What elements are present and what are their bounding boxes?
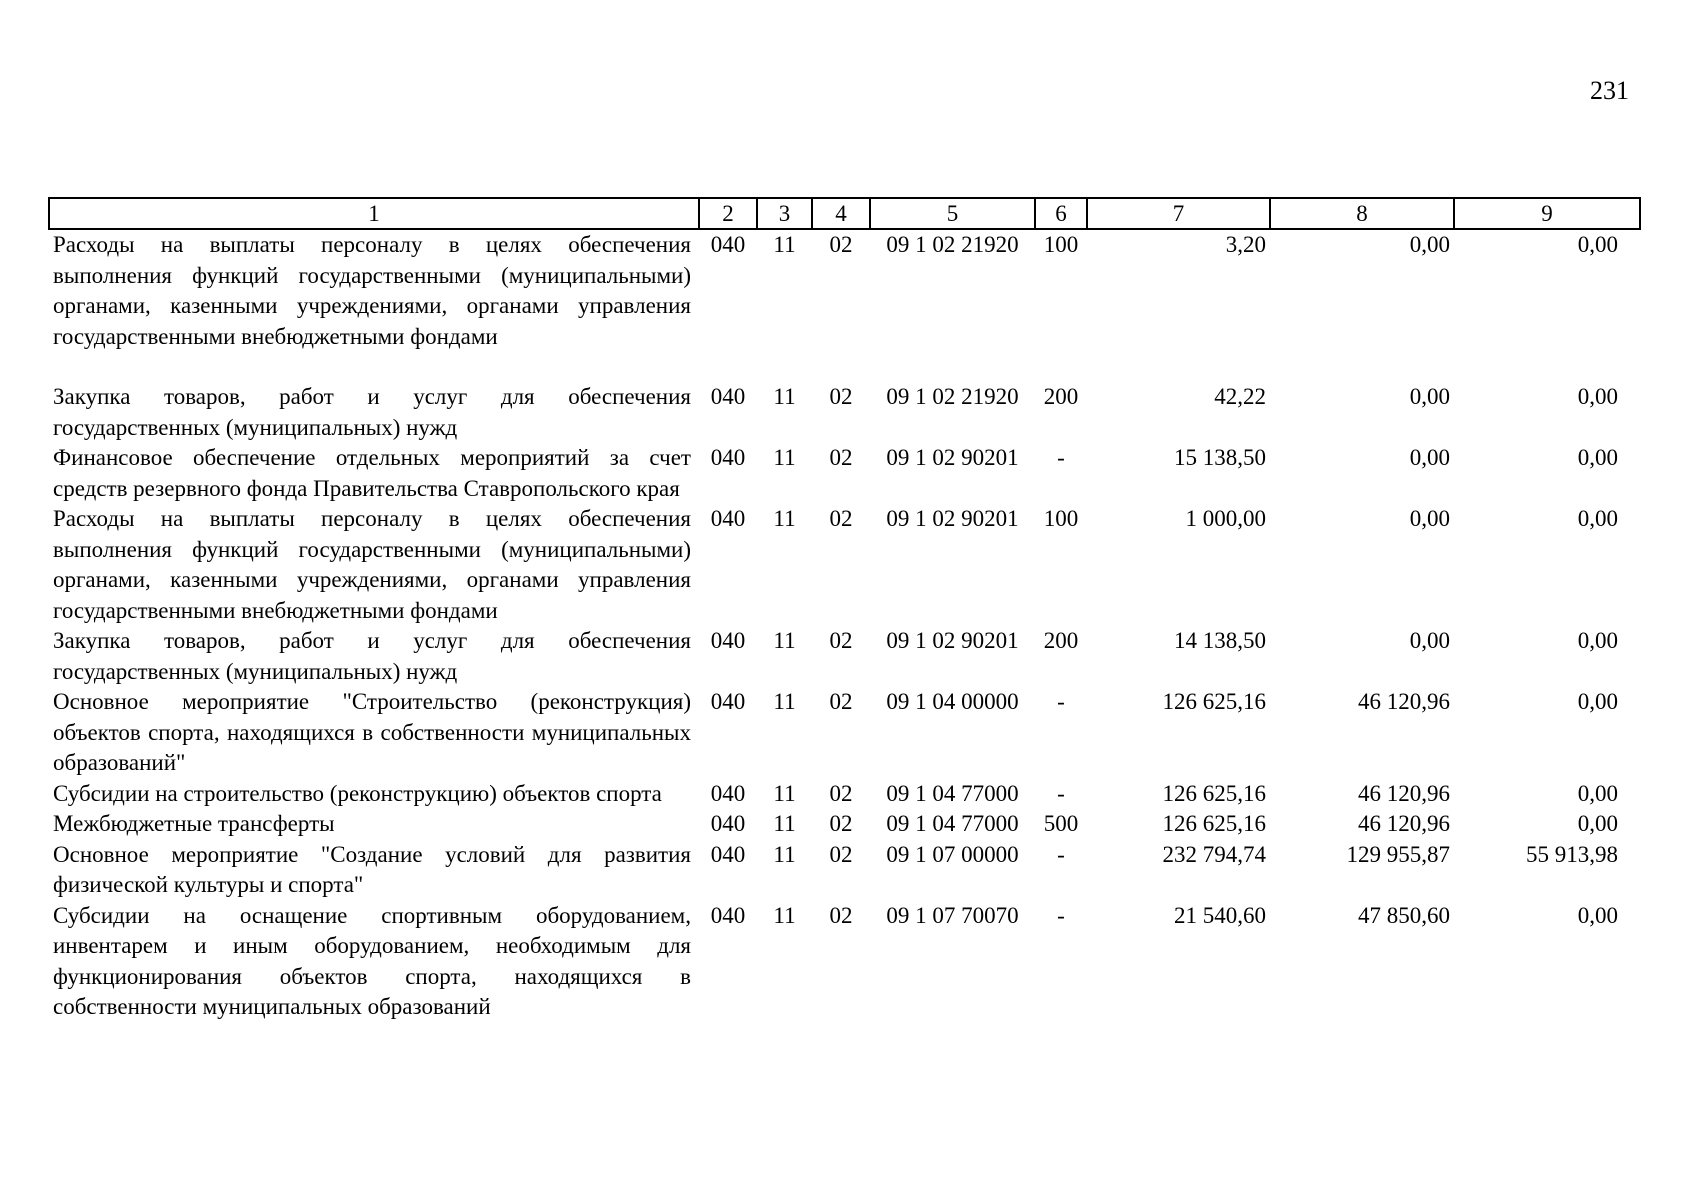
table-row bbox=[49, 626, 1640, 687]
cell-target-article: 09 1 04 77000 bbox=[886, 780, 1019, 806]
cell-subsection: 02 bbox=[829, 232, 853, 257]
table-row bbox=[49, 687, 1640, 779]
row-name: Финансовое обеспечение отдельных мероприятий за счет средств резервного фонда Правительства Ставропольского края bbox=[53, 445, 691, 501]
row-name: Межбюджетные трансферты bbox=[53, 811, 335, 836]
cell-amount-7: 126 625,16 bbox=[1162, 780, 1266, 806]
cell-section: 11 bbox=[773, 902, 796, 928]
cell-expense-type: 200 bbox=[1043, 384, 1079, 409]
cell-section: 11 bbox=[773, 841, 796, 867]
row-name: Основное мероприятие "Строительство (реконструкция) объектов спорта, находящихся в собственности муниципальных образований" bbox=[53, 689, 691, 775]
cell-amount-7: 21 540,60 bbox=[1174, 902, 1266, 928]
cell-target-article: 09 1 02 21920 bbox=[886, 232, 1019, 257]
table-row bbox=[49, 840, 1640, 901]
cell-subsection: 02 bbox=[829, 445, 853, 470]
cell-amount-9: 0,00 bbox=[1577, 506, 1618, 531]
cell-target-article: 09 1 07 00000 bbox=[886, 841, 1019, 867]
cell-amount-8: 0,00 bbox=[1409, 506, 1450, 531]
cell-ministry: 040 bbox=[710, 689, 746, 714]
cell-amount-8: 129 955,87 bbox=[1346, 841, 1450, 867]
cell-target-article: 09 1 04 00000 bbox=[886, 689, 1019, 714]
table-row bbox=[49, 809, 1640, 840]
cell-subsection: 02 bbox=[829, 902, 853, 928]
cell-amount-7: 1 000,00 bbox=[1185, 506, 1266, 531]
cell-amount-9: 0,00 bbox=[1577, 384, 1618, 409]
header-row bbox=[49, 198, 1640, 229]
cell-target-article: 09 1 02 21920 bbox=[886, 384, 1019, 409]
cell-amount-9: 0,00 bbox=[1577, 445, 1618, 470]
cell-subsection: 02 bbox=[829, 506, 853, 531]
cell-amount-7: 232 794,74 bbox=[1162, 841, 1266, 867]
cell-amount-8: 46 120,96 bbox=[1358, 689, 1450, 714]
cell-expense-type: 200 bbox=[1043, 628, 1079, 653]
header-cell: 7 bbox=[1087, 198, 1270, 229]
cell-amount-7: 14 138,50 bbox=[1174, 628, 1266, 653]
cell-ministry: 040 bbox=[710, 902, 746, 928]
cell-section: 11 bbox=[773, 628, 796, 653]
cell-amount-9: 0,00 bbox=[1577, 811, 1618, 836]
cell-ministry: 040 bbox=[710, 506, 746, 531]
cell-expense-type: - bbox=[1057, 445, 1065, 470]
cell-expense-type: 500 bbox=[1043, 811, 1079, 836]
cell-expense-type: 100 bbox=[1043, 506, 1079, 531]
cell-subsection: 02 bbox=[829, 780, 853, 806]
cell-subsection: 02 bbox=[829, 811, 853, 836]
cell-amount-9: 0,00 bbox=[1577, 902, 1618, 928]
cell-amount-8: 0,00 bbox=[1409, 628, 1450, 653]
cell-section: 11 bbox=[773, 811, 796, 836]
cell-section: 11 bbox=[773, 384, 796, 409]
cell-section: 11 bbox=[773, 506, 796, 531]
table-row bbox=[49, 229, 1640, 382]
cell-amount-9: 0,00 bbox=[1577, 628, 1618, 653]
header-cell: 5 bbox=[870, 198, 1035, 229]
cell-subsection: 02 bbox=[829, 841, 853, 867]
cell-ministry: 040 bbox=[710, 811, 746, 836]
table-row bbox=[49, 443, 1640, 504]
row-name: Расходы на выплаты персоналу в целях обеспечения выполнения функций государственными (муниципальными) органами, казенными учреждениями, органами управления государственными внебюджетными фондами bbox=[53, 232, 691, 349]
cell-ministry: 040 bbox=[710, 780, 746, 806]
header-cell: 3 bbox=[757, 198, 812, 229]
cell-target-article: 09 1 07 70070 bbox=[886, 902, 1019, 928]
cell-target-article: 09 1 02 90201 bbox=[886, 506, 1019, 531]
cell-amount-8: 0,00 bbox=[1409, 445, 1450, 470]
cell-amount-9: 0,00 bbox=[1577, 780, 1618, 806]
cell-amount-9: 55 913,98 bbox=[1526, 841, 1618, 867]
cell-amount-7: 3,20 bbox=[1225, 232, 1266, 257]
row-name: Субсидии на оснащение спортивным оборудованием, инвентарем и иным оборудованием, необходимым для функционирования объектов спорта, находящихся в собственности муниципальных образований bbox=[53, 902, 691, 1019]
row-name: Закупка товаров, работ и услуг для обеспечения государственных (муниципальных) нужд bbox=[53, 628, 691, 684]
cell-amount-7: 15 138,50 bbox=[1174, 445, 1266, 470]
cell-ministry: 040 bbox=[710, 232, 746, 257]
cell-section: 11 bbox=[773, 232, 796, 257]
table-row bbox=[49, 504, 1640, 626]
header-cell: 4 bbox=[812, 198, 870, 229]
row-name: Основное мероприятие "Создание условий для развития физической культуры и спорта" bbox=[53, 841, 691, 897]
cell-amount-9: 0,00 bbox=[1577, 232, 1618, 257]
cell-ministry: 040 bbox=[710, 841, 746, 867]
cell-expense-type: - bbox=[1057, 902, 1065, 928]
cell-amount-8: 47 850,60 bbox=[1358, 902, 1450, 928]
cell-amount-7: 126 625,16 bbox=[1162, 811, 1266, 836]
header-cell: 2 bbox=[699, 198, 757, 229]
row-name: Закупка товаров, работ и услуг для обеспечения государственных (муниципальных) нужд bbox=[53, 384, 691, 440]
cell-section: 11 bbox=[773, 780, 796, 806]
row-name: Субсидии на строительство (реконструкцию) объектов спорта bbox=[53, 780, 662, 806]
cell-amount-8: 0,00 bbox=[1409, 384, 1450, 409]
cell-ministry: 040 bbox=[710, 384, 746, 409]
cell-section: 11 bbox=[773, 445, 796, 470]
cell-target-article: 09 1 02 90201 bbox=[886, 445, 1019, 470]
cell-amount-8: 46 120,96 bbox=[1358, 811, 1450, 836]
cell-amount-7: 42,22 bbox=[1214, 384, 1266, 409]
header-cell: 8 bbox=[1270, 198, 1454, 229]
cell-section: 11 bbox=[773, 689, 796, 714]
cell-subsection: 02 bbox=[829, 384, 853, 409]
cell-amount-8: 0,00 bbox=[1409, 232, 1450, 257]
table-row bbox=[49, 901, 1640, 1023]
cell-ministry: 040 bbox=[710, 628, 746, 653]
row-name: Расходы на выплаты персоналу в целях обеспечения выполнения функций государственными (муниципальными) органами, казенными учреждениями, органами управления государственными внебюджетными фондами bbox=[53, 506, 691, 623]
budget-table bbox=[48, 197, 1641, 1023]
cell-expense-type: - bbox=[1057, 689, 1065, 714]
cell-subsection: 02 bbox=[829, 628, 853, 653]
cell-subsection: 02 bbox=[829, 689, 853, 714]
header-cell: 1 bbox=[49, 198, 699, 229]
cell-expense-type: 100 bbox=[1043, 232, 1079, 257]
page-number: 231 bbox=[1590, 76, 1629, 105]
cell-expense-type: - bbox=[1057, 780, 1065, 806]
cell-amount-9: 0,00 bbox=[1577, 689, 1618, 714]
header-cell: 6 bbox=[1035, 198, 1087, 229]
cell-target-article: 09 1 04 77000 bbox=[886, 811, 1019, 836]
cell-amount-7: 126 625,16 bbox=[1162, 689, 1266, 714]
header-cell: 9 bbox=[1454, 198, 1640, 229]
table-row bbox=[49, 382, 1640, 443]
cell-ministry: 040 bbox=[710, 445, 746, 470]
cell-expense-type: - bbox=[1057, 841, 1065, 867]
cell-target-article: 09 1 02 90201 bbox=[886, 628, 1019, 653]
cell-amount-8: 46 120,96 bbox=[1358, 780, 1450, 806]
table-row bbox=[49, 779, 1640, 810]
